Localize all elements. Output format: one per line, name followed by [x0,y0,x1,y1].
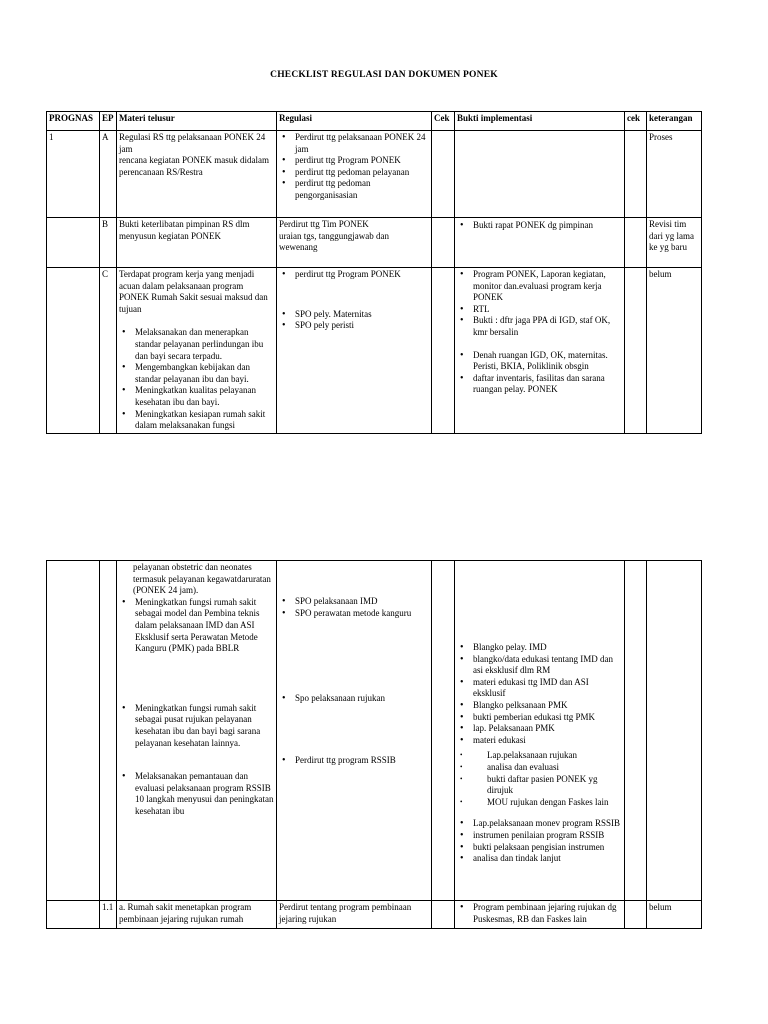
list-item: • Melaksanakan pemantauan dan evaluasi pelaksanaan program RSSIB 10 langkah menyusui dan peningkatan kesehatan ibu [135,771,274,817]
checklist-table-2 [46,560,702,929]
list-item: • perdirut ttg Program PONEK [295,269,429,281]
list-item: • Blangko pelay. IMD [473,642,622,654]
list-item: • perdirut ttg pedoman pelayanan [295,167,429,179]
header-keterangan: keterangan [647,112,702,131]
table-header-row [47,112,702,131]
list-item: • materi edukasi ttg IMD dan ASI eksklusif [473,677,622,700]
regulasi-line: Perdirut ttg Tim PONEK [279,219,369,229]
materi-line: Regulasi RS ttg pelaksanaan PONEK 24 jam [119,132,266,154]
list-item: • MOU rujukan dengan Faskes lain [473,797,622,809]
prognas-cell [47,901,100,929]
regulasi-line: uraian tgs, tanggungjawab dan wewenang [279,230,389,253]
document-title: CHECKLIST REGULASI DAN DOKUMEN PONEK [270,70,498,80]
cek-cell [432,901,455,929]
list-item: • SPO pely peristi [295,320,429,332]
table-row [47,131,702,218]
regulasi-cell [277,561,432,901]
list-item: • Bukti : dftr jaga PPA di IGD, staf OK, kmr bersalin [473,315,622,338]
ep-cell: 1.1 [100,901,117,929]
ep-cell [100,561,117,901]
list-item: • Program PONEK, Laporan kegiatan, monitor dan.evaluasi program kerja PONEK [473,269,622,304]
list-item: • Meningkatkan fungsi rumah sakit sebagai pusat rujukan pelayanan kesehatan ibu dan bayi bagi sarana pelayanan kesehatan lainnya. [135,703,274,749]
materi-cell: Bukti keterlibatan pimpinan RS dlm menyusun kegiatan PONEK [117,218,277,268]
list-item: • SPO perawatan metode kanguru [295,608,429,620]
list-item: • perdirut ttg Program PONEK [295,155,429,167]
cek-cell [432,218,455,268]
list-item: • Meningkatkan kualitas pelayanan kesehatan ibu dan bayi. [135,385,274,408]
regulasi-cell [277,131,432,218]
list-item: • Melaksanakan dan menerapkan standar pelayanan perlindungan ibu dan bayi secara terpadu. [135,327,274,362]
checklist-table-1 [46,111,702,434]
list-item: • RTL [473,304,622,316]
list-item: • Lap.pelaksanaan monev program RSSIB [473,818,622,830]
list-item: • Perdirut ttg program RSSIB [295,755,429,767]
regulasi-cell: Perdirut tentang program pembinaan jejaring rujukan [277,901,432,929]
bukti-cell [455,901,625,929]
cek-cell [432,131,455,218]
cek-cell [432,561,455,901]
bukti-cell [455,131,625,218]
list-item: • analisa dan evaluasi [473,762,622,774]
materi-cell [117,561,277,901]
keterangan-cell: Revisi tim dari yg lama ke yg baru [647,218,702,268]
list-item: • Denah ruangan IGD, OK, maternitas. Peristi, BKIA, Poliklinik obsgin [473,350,622,373]
list-item: • analisa dan tindak lanjut [473,853,622,865]
cek-cell-2 [625,901,647,929]
list-item: • bukti pemberian edukasi ttg PMK [473,712,622,724]
ep-cell: B [100,218,117,268]
header-cek-2: cek [625,112,647,131]
bukti-cell [455,561,625,901]
cek-cell [432,268,455,434]
list-item: • Bukti rapat PONEK dg pimpinan [473,220,622,232]
cek-cell-2 [625,218,647,268]
keterangan-cell: Proses [647,131,702,218]
header-materi: Materi telusur [117,112,277,131]
cek-cell-2 [625,561,647,901]
regulasi-cell [277,218,432,268]
list-item: • Mengembangkan kebijakan dan standar pelayanan ibu dan bayi. [135,362,274,385]
header-regulasi: Regulasi [277,112,432,131]
table-row [47,561,702,901]
materi-cell: a. Rumah sakit menetapkan program pembinaan jejaring rujukan rumah [117,901,277,929]
list-item: • Lap.pelaksanaan rujukan [473,750,622,762]
list-item: • bukti daftar pasien PONEK yg dirujuk [473,774,622,797]
bukti-cell [455,218,625,268]
regulasi-cell [277,268,432,434]
list-item: • instrumen penilaian program RSSIB [473,830,622,842]
table-row [47,268,702,434]
materi-cell [117,268,277,434]
materi-continued: pelayanan obstetric dan neonates termasuk pelayanan kegawatdaruratan (PONEK 24 jam). [133,562,271,596]
header-bukti: Bukti implementasi [455,112,625,131]
list-item: • perdirut ttg pedoman pengorganisasian [295,178,429,201]
materi-intro: Terdapat program kerja yang menjadi acuan dalam pelaksanaan program PONEK Rumah Sakit sesuai maksud dan tujuan [119,269,268,314]
keterangan-cell [647,561,702,901]
prognas-cell [47,268,100,434]
keterangan-cell: belum [647,901,702,929]
prognas-cell [47,218,100,268]
list-item: • Meningkatkan fungsi rumah sakit sebagai model dan Pembina teknis dalam pelaksanaan IMD dan ASI Eksklusif serta Perawatan Metode Kanguru (PMK) pada BBLR [135,597,274,655]
header-ep: EP [100,112,117,131]
list-item: • Meningkatkan kesiapan rumah sakit dalam melaksanakan fungsi [135,409,274,432]
prognas-cell: 1 [47,131,100,218]
list-item: • bukti pelaksaan pengisian instrumen [473,842,622,854]
list-item: • Spo pelaksanaan rujukan [295,693,429,705]
list-item: • Program pembinaan jejaring rujukan dg Puskesmas, RB dan Faskes lain [473,902,622,925]
prognas-cell [47,561,100,901]
list-item: • SPO pelaksanaan IMD [295,596,429,608]
ep-cell: A [100,131,117,218]
ep-cell: C [100,268,117,434]
list-item: • daftar inventaris, fasilitas dan sarana ruangan pelay. PONEK [473,373,622,396]
cek-cell-2 [625,131,647,218]
table-row [47,218,702,268]
materi-cell [117,131,277,218]
list-item: • Perdirut ttg pelaksanaan PONEK 24 jam [295,132,429,155]
materi-line: rencana kegiatan PONEK masuk didalam perencanaan RS/Restra [119,155,269,177]
list-item: • lap. Pelaksanaan PMK [473,723,622,735]
keterangan-cell: belum [647,268,702,434]
header-prognas: PROGNAS [47,112,100,131]
bukti-cell [455,268,625,434]
list-item: • SPO pely. Maternitas [295,309,429,321]
cek-cell-2 [625,268,647,434]
header-cek: Cek [432,112,455,131]
list-item: • Blangko pelksanaan PMK [473,700,622,712]
list-item: • blangko/data edukasi tentang IMD dan asi eksklusif dlm RM [473,654,622,677]
list-item: • materi edukasi [473,735,622,747]
table-row [47,901,702,929]
